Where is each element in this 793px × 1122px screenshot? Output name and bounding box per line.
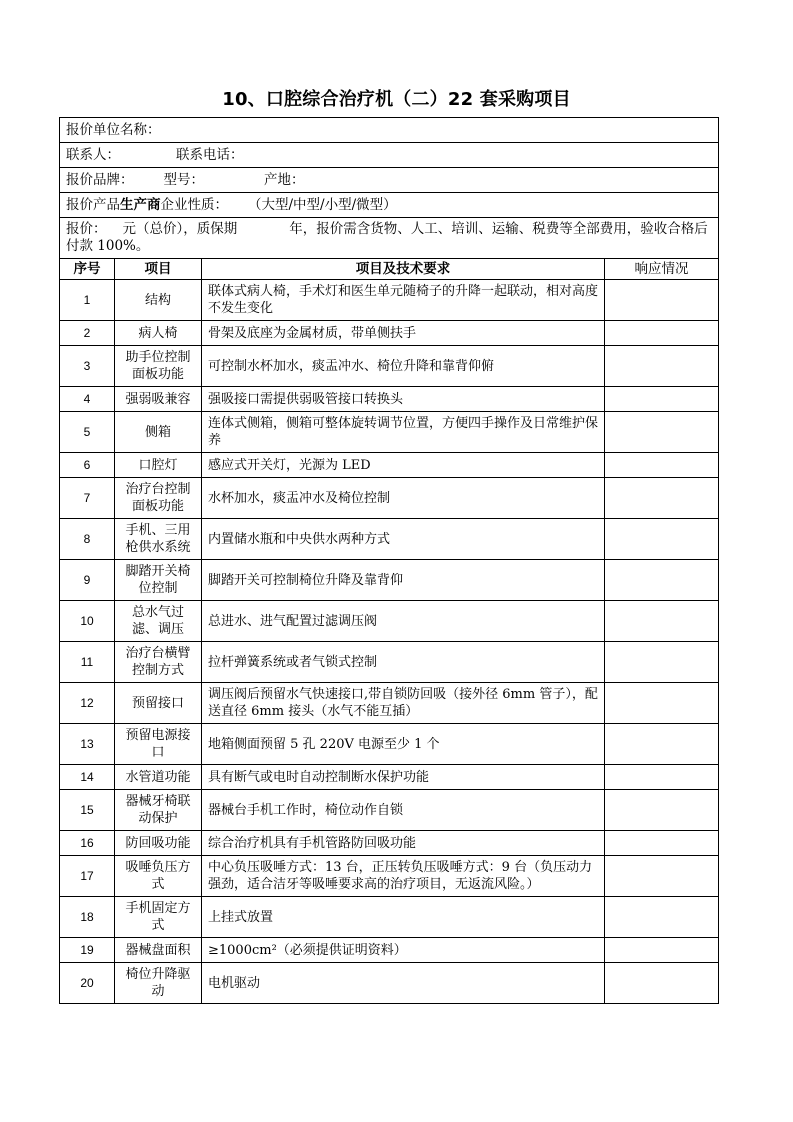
table-row (60, 938, 719, 963)
row-item: 总水气过滤、调压 (115, 601, 202, 642)
table-row (60, 346, 719, 387)
row-item: 椅位升降驱动 (115, 963, 202, 1004)
page-title: 10、口腔综合治疗机（二）22 套采购项目 (222, 89, 571, 110)
info-row-contact (60, 143, 719, 168)
row-req: 水杯加水，痰盂冲水及椅位控制 (202, 478, 605, 519)
row-response-cell[interactable] (605, 346, 719, 387)
row-item: 口腔灯 (115, 453, 202, 478)
row-req: 联体式病人椅，手术灯和医生单元随椅子的升降一起联动，相对高度不发生变化 (202, 280, 605, 321)
nature-suffix: 企业性质： (160, 196, 228, 213)
row-req: 地箱侧面预留 5 孔 220V 电源至少 1 个 (202, 724, 605, 765)
price-label: 报价： (66, 221, 107, 237)
row-response-cell[interactable] (605, 387, 719, 412)
contact-field[interactable] (60, 143, 719, 168)
row-num: 12 (60, 683, 115, 724)
price-total-text: 元（总价），质保期 (122, 221, 238, 237)
table-row (60, 280, 719, 321)
row-response-cell[interactable] (605, 790, 719, 831)
header-num: 序号 (60, 259, 115, 280)
info-row-quote-unit (60, 118, 719, 143)
row-req: 器械台手机工作时，椅位动作自锁 (202, 790, 605, 831)
row-num: 1 (60, 280, 115, 321)
header-req: 项目及技术要求 (202, 259, 605, 280)
row-response-cell[interactable] (605, 642, 719, 683)
row-req: 骨架及底座为金属材质，带单侧扶手 (202, 321, 605, 346)
price-field[interactable] (60, 218, 719, 259)
row-response-cell[interactable] (605, 478, 719, 519)
nature-bold: 生产商 (120, 196, 161, 213)
row-response-cell[interactable] (605, 765, 719, 790)
row-response-cell[interactable] (605, 831, 719, 856)
row-req: 强吸接口需提供弱吸管接口转换头 (202, 387, 605, 412)
info-row-brand (60, 168, 719, 193)
row-item: 助手位控制面板功能 (115, 346, 202, 387)
table-header (60, 259, 719, 280)
table-row (60, 683, 719, 724)
row-req: ≥1000cm²（必须提供证明资料） (202, 938, 605, 963)
table-row (60, 478, 719, 519)
origin-label: 产地： (264, 171, 305, 188)
row-req: 电机驱动 (202, 963, 605, 1004)
row-response-cell[interactable] (605, 321, 719, 346)
row-item: 水管道功能 (115, 765, 202, 790)
row-item: 防回吸功能 (115, 831, 202, 856)
row-item: 器械盘面积 (115, 938, 202, 963)
table-row (60, 560, 719, 601)
row-req: 中心负压吸唾方式：13 台，正压转负压吸唾方式：9 台（负压动力强劲，适合洁牙等吸唾要求高的治疗项目，无返流风险。） (202, 856, 605, 897)
row-item: 手机固定方式 (115, 897, 202, 938)
table-row (60, 963, 719, 1004)
quote-unit-label: 报价单位名称： (66, 121, 161, 138)
row-response-cell[interactable] (605, 963, 719, 1004)
row-num: 3 (60, 346, 115, 387)
row-req: 连体式侧箱，侧箱可整体旋转调节位置，方便四手操作及日常维护保养 (202, 412, 605, 453)
row-item: 治疗台横臂控制方式 (115, 642, 202, 683)
header-item: 项目 (115, 259, 202, 280)
info-row-price (60, 218, 719, 259)
row-response-cell[interactable] (605, 856, 719, 897)
procurement-table (59, 117, 719, 1004)
row-num: 10 (60, 601, 115, 642)
row-response-cell[interactable] (605, 897, 719, 938)
table-row (60, 453, 719, 478)
row-req: 具有断气或电时自动控制断水保护功能 (202, 765, 605, 790)
model-label: 型号： (163, 171, 204, 188)
row-req: 综合治疗机具有手机管路防回吸功能 (202, 831, 605, 856)
row-response-cell[interactable] (605, 412, 719, 453)
row-item: 预留接口 (115, 683, 202, 724)
row-req: 可控制水杯加水，痰盂冲水、椅位升降和靠背仰俯 (202, 346, 605, 387)
row-response-cell[interactable] (605, 560, 719, 601)
table-row (60, 321, 719, 346)
nature-prefix: 报价产品 (66, 196, 120, 213)
row-response-cell[interactable] (605, 519, 719, 560)
row-item: 器械牙椅联动保护 (115, 790, 202, 831)
row-response-cell[interactable] (605, 938, 719, 963)
row-num: 13 (60, 724, 115, 765)
row-item: 预留电源接口 (115, 724, 202, 765)
table-row (60, 831, 719, 856)
row-num: 11 (60, 642, 115, 683)
row-req: 上挂式放置 (202, 897, 605, 938)
row-req: 脚踏开关可控制椅位升降及靠背仰 (202, 560, 605, 601)
row-num: 8 (60, 519, 115, 560)
row-num: 18 (60, 897, 115, 938)
row-response-cell[interactable] (605, 683, 719, 724)
header-resp: 响应情况 (605, 259, 719, 280)
row-num: 2 (60, 321, 115, 346)
table-row (60, 724, 719, 765)
row-response-cell[interactable] (605, 601, 719, 642)
row-req: 总进水、进气配置过滤调压阀 (202, 601, 605, 642)
info-row-nature (60, 193, 719, 218)
row-req: 拉杆弹簧系统或者气锁式控制 (202, 642, 605, 683)
table-row (60, 412, 719, 453)
row-num: 17 (60, 856, 115, 897)
table-row (60, 897, 719, 938)
contact-label: 联系人： (66, 146, 120, 163)
row-num: 14 (60, 765, 115, 790)
row-item: 吸唾负压方式 (115, 856, 202, 897)
nature-options: （大型/中型/小型/微型） (248, 196, 397, 213)
row-num: 7 (60, 478, 115, 519)
row-req: 内置储水瓶和中央供水两种方式 (202, 519, 605, 560)
row-response-cell[interactable] (605, 280, 719, 321)
row-item: 治疗台控制面板功能 (115, 478, 202, 519)
table-row (60, 856, 719, 897)
row-num: 20 (60, 963, 115, 1004)
row-req: 感应式开关灯，光源为 LED (202, 453, 605, 478)
row-req: 调压阀后预留水气快速接口,带自锁防回吸（接外径 6mm 管子），配送直径 6mm 接头（水气不能互插） (202, 683, 605, 724)
table-row (60, 519, 719, 560)
table-row (60, 765, 719, 790)
table-row (60, 387, 719, 412)
enterprise-nature-field[interactable] (60, 193, 719, 218)
row-num: 16 (60, 831, 115, 856)
row-item: 结构 (115, 280, 202, 321)
price-terms-text: 年，报价需含货物、人工、培训、运输、税费等全部费用，验收合格后付款 100%。 (66, 221, 708, 254)
row-num: 15 (60, 790, 115, 831)
row-item: 手机、三用枪供水系统 (115, 519, 202, 560)
row-item: 强弱吸兼容 (115, 387, 202, 412)
brand-field[interactable] (60, 168, 719, 193)
row-num: 6 (60, 453, 115, 478)
phone-label: 联系电话： (176, 146, 244, 163)
row-item: 侧箱 (115, 412, 202, 453)
brand-label: 报价品牌： (66, 171, 134, 188)
row-response-cell[interactable] (605, 724, 719, 765)
row-num: 5 (60, 412, 115, 453)
row-num: 4 (60, 387, 115, 412)
table-row (60, 601, 719, 642)
row-num: 19 (60, 938, 115, 963)
row-item: 脚踏开关椅位控制 (115, 560, 202, 601)
table-row (60, 790, 719, 831)
quote-unit-field[interactable] (60, 118, 719, 143)
row-item: 病人椅 (115, 321, 202, 346)
row-response-cell[interactable] (605, 453, 719, 478)
table-row (60, 642, 719, 683)
row-num: 9 (60, 560, 115, 601)
